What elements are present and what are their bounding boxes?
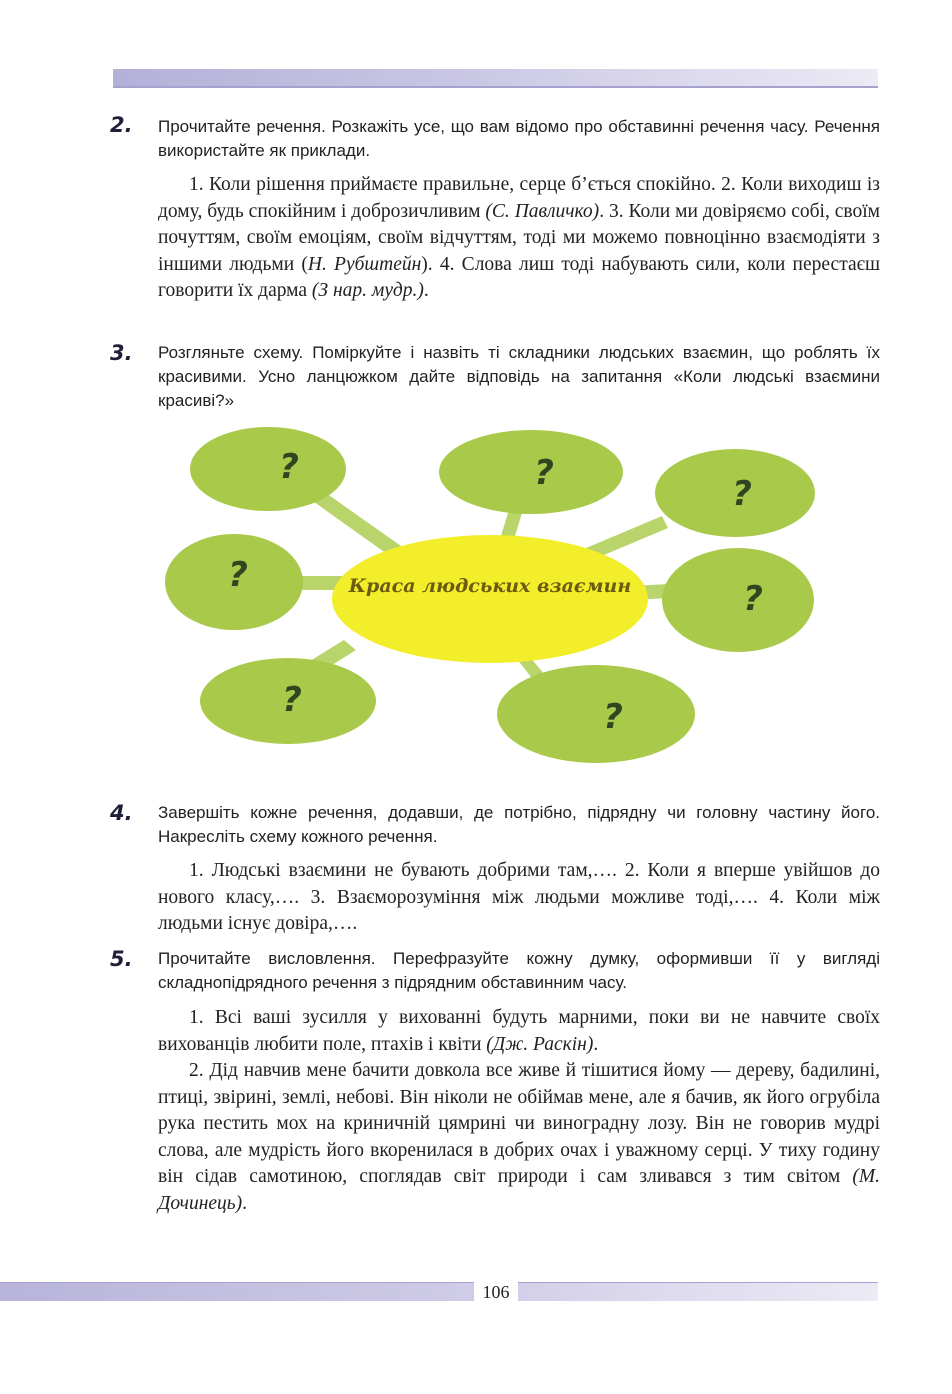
task-text [158, 1005, 880, 1217]
relationships-diagram [0, 420, 952, 780]
text-run: 1. Коли рішення приймаєте правильне, серце б’ється спокійно. 2. Коли виходиш із дому, будь спокійним і доброзичливим [158, 174, 880, 222]
center-label: Краса людських взаємин [348, 575, 632, 597]
task-instruction: Завершіть кожне речення, додавши, де потрібно, підрядну чи головну частину його. Накресліть схему кожного речення. [158, 803, 880, 846]
page-number: 106 [474, 1280, 518, 1304]
answer-bubble [439, 430, 623, 514]
text-run: . [423, 280, 429, 301]
task-number: 4. [110, 801, 133, 825]
answer-bubble [190, 427, 346, 511]
text-run: . [242, 1192, 248, 1214]
text-run: . [593, 1033, 599, 1055]
text-run: 1. Людські взаємини не бувають добрими там,…. 2. Коли я вперше увійшов до нового класу,…. 3. Взаєморозуміння між людьми можливе тоді,…. 4. Коли між людьми існує довіра,…. [158, 860, 880, 934]
task-number: 3. [110, 341, 133, 365]
task-instruction: Прочитайте речення. Розкажіть усе, що вам відомо про обставинні речення часу. Речення використайте як приклади. [158, 117, 880, 160]
header-bar [113, 69, 878, 87]
text-run: ). 4. Слова лиш тоді набувають сили, коли перестаєш говорити їх дарма [158, 253, 880, 301]
text-run: 2. Дід навчив мене бачити довкола все живе й тішитися йому — дереву, бадилині, птиці, звірині, землі, небові. Він ніколи не обіймав мене, але я бачив, як його огрубіла рука пестить мох на криничній цямрині чи виноградну лозу. Він не говорив мудрі слова, але мудрість його вкоренилася в добрих очах і уважному серці. У тиху годину він сідав самотиною, споглядав світ природи і сам зливався з тим світом [158, 1060, 880, 1187]
answer-bubble [662, 548, 814, 652]
center-bubble [332, 535, 648, 663]
task-number: 5. [110, 947, 133, 971]
question-mark: ? [732, 474, 752, 514]
footer-bar [0, 1283, 878, 1301]
task-instruction: Розгляньте схему. Поміркуйте і назвіть ті складники людських взаємин, що роблять їх красивими. Усно ланцюжком дайте відповідь на запитання «Коли людські взаємини красиві?» [158, 343, 880, 410]
text-run: . 3. Коли ми довіряємо собі, своїм почуттям, своїм емоціям, своїм відчуттям, тоді ми можемо повноцінно взаємодіяти з іншими людьми ( [158, 200, 880, 275]
question-mark: ? [743, 579, 763, 619]
author-citation: (М. Дочинець) [158, 1166, 880, 1214]
question-mark: ? [603, 697, 623, 737]
task-text [158, 858, 880, 938]
task-number: 2. [110, 113, 133, 137]
answer-bubble [497, 665, 695, 763]
header-bar-line [113, 86, 878, 88]
question-mark: ? [534, 453, 554, 493]
question-mark: ? [282, 680, 302, 720]
author-citation: (З нар. мудр.) [311, 280, 424, 301]
author-citation: (Дж. Раскін) [486, 1033, 594, 1055]
question-mark: ? [279, 447, 299, 487]
text-run: 1. Всі ваші зусилля у вихованні будуть марними, поки ви не навчите своїх вихованців любити поле, птахів і квіти [158, 1007, 880, 1055]
task-text [158, 172, 880, 305]
task-instruction: Прочитайте висловлення. Перефразуйте кожну думку, оформивши її у вигляді складнопідрядного речення з підрядним обставинним часу. [158, 949, 880, 992]
question-mark: ? [228, 555, 248, 595]
author-citation: (С. Павличко) [485, 200, 600, 222]
author-citation: Н. Рубштейн [307, 253, 422, 275]
